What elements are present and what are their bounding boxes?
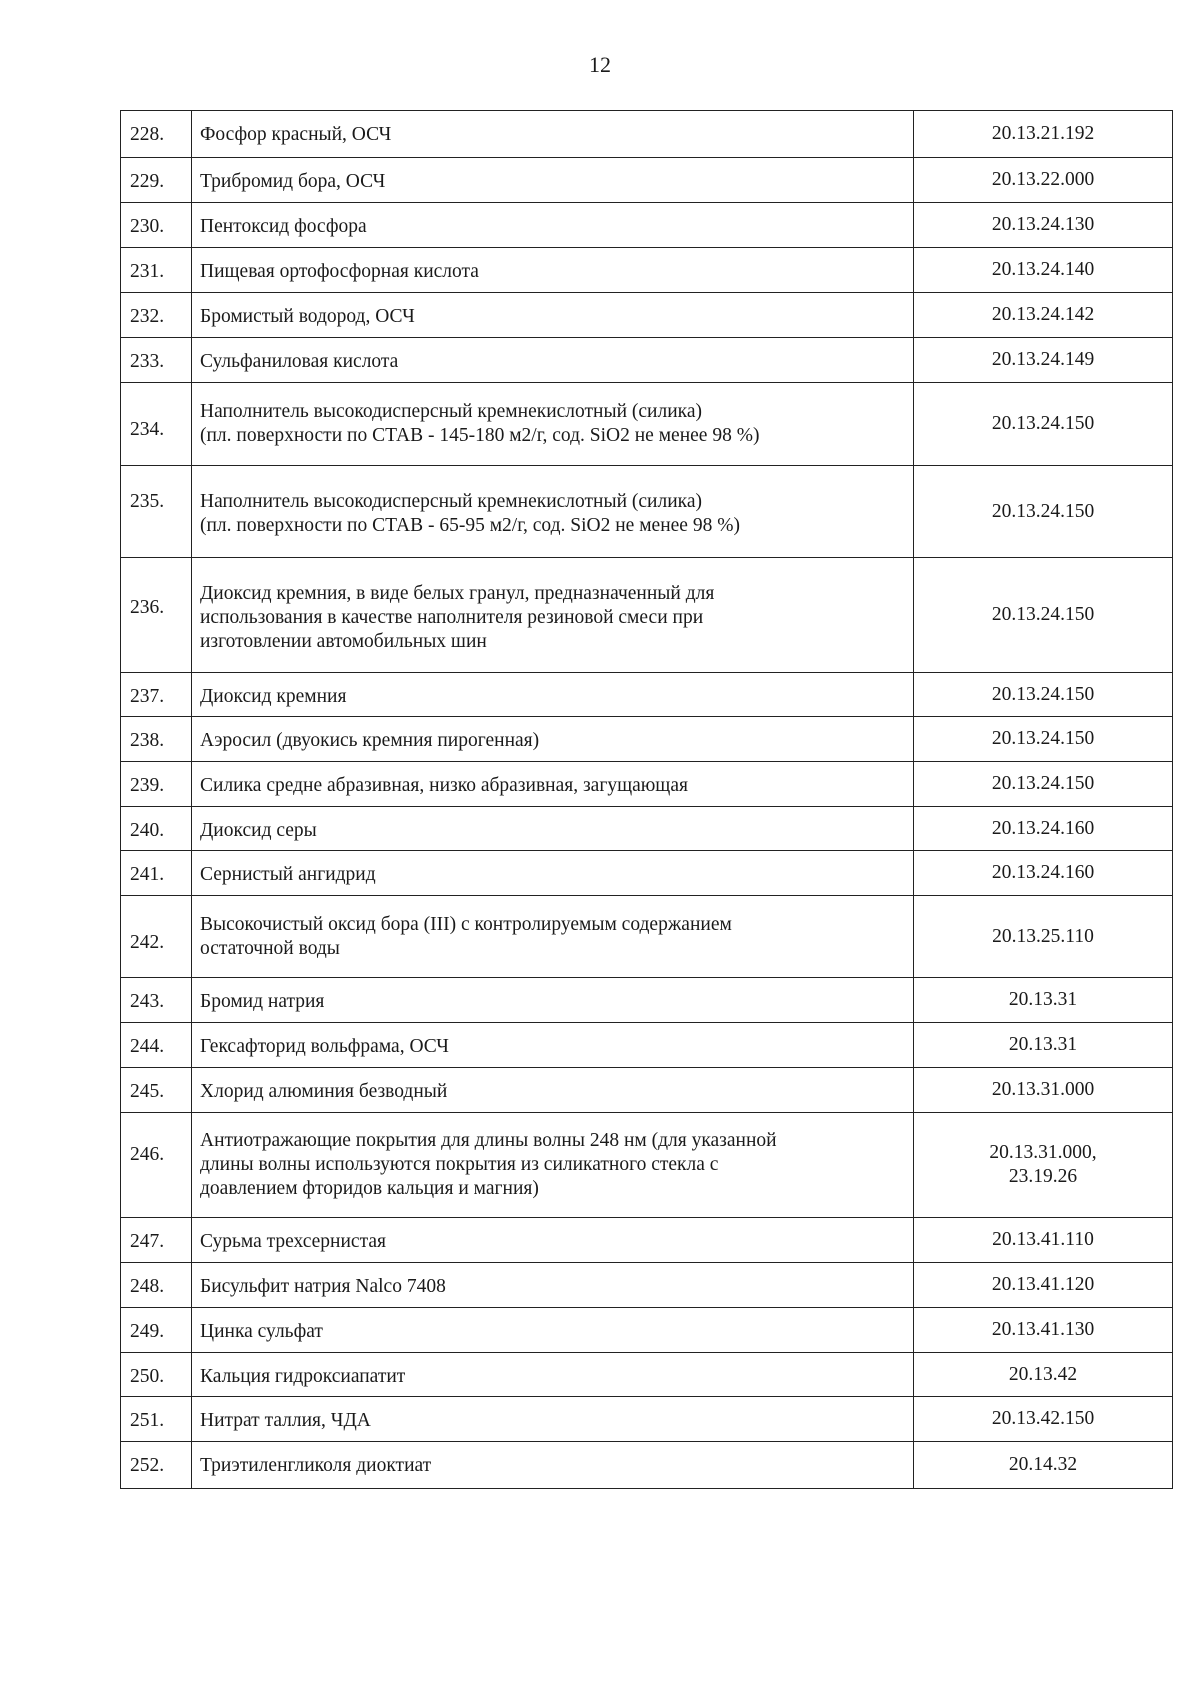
row-name-cell [192,1308,914,1353]
row-code-cell [914,807,1173,851]
row-number-cell: 231. [121,248,192,293]
table-row [121,851,1173,896]
table-row [121,558,1173,673]
row-code-cell [914,338,1173,383]
row-code-cell [914,383,1173,466]
table-row [121,466,1173,558]
row-name-line: Сульфаниловая кислота [200,351,399,372]
row-number-cell: 239. [121,762,192,807]
row-name-line: Кальция гидроксиапатит [200,1366,406,1387]
row-number-cell: 245. [121,1068,192,1113]
row-code-cell [914,1308,1173,1353]
row-number-cell: 250. [121,1353,192,1397]
row-name-line: Сурьма трехсернистая [200,1231,386,1252]
row-code-line: 20.13.42.150 [991,1408,1095,1429]
row-name-line: (пл. поверхности по СТАВ - 65-95 м2/г, сод. SiO2 не менее 98 %) [200,515,740,536]
row-code-cell [914,203,1173,248]
page-number: 12 [589,52,611,77]
row-code-line: 20.13.24.150 [991,728,1095,749]
row-name-line: Бромид натрия [200,991,325,1012]
row-number-cell: 247. [121,1218,192,1263]
row-name-line: Диоксид кремния, в виде белых гранул, предназначенный для [200,583,715,604]
row-number-cell: 228. [121,111,192,158]
row-code-cell [914,293,1173,338]
row-name-line: Наполнитель высокодисперсный кремнекислотный (силика) [200,401,702,422]
row-name-cell [192,1218,914,1263]
table-row [121,1023,1173,1068]
row-code-line: 20.13.22.000 [991,169,1095,190]
row-number-cell: 241. [121,851,192,896]
row-number-cell: 246. [121,1113,192,1218]
table-row [121,383,1173,466]
row-name-line: Фосфор красный, ОСЧ [200,124,392,145]
row-name-line: Наполнитель высокодисперсный кремнекислотный (силика) [200,491,702,512]
row-code-line: 20.13.24.150 [991,604,1095,625]
row-name-cell [192,851,914,896]
row-name-cell [192,1023,914,1068]
row-code-line: 23.19.26 [1008,1166,1078,1187]
row-name-cell [192,978,914,1023]
table-row [121,293,1173,338]
row-code-cell [914,1068,1173,1113]
row-code-cell [914,558,1173,673]
row-name-cell [192,896,914,978]
row-name-line: изготовлении автомобильных шин [200,631,487,652]
row-name-line: Пищевая ортофосфорная кислота [200,261,479,282]
row-name-cell [192,1442,914,1489]
row-number-cell: 243. [121,978,192,1023]
row-name-line: Диоксид кремния [200,686,347,707]
row-name-line: Пентоксид фосфора [200,216,367,237]
row-code-line: 20.13.24.150 [991,773,1095,794]
row-code-line: 20.13.41.130 [991,1319,1095,1340]
table-row [121,896,1173,978]
row-code-cell [914,1442,1173,1489]
table-row [121,1442,1173,1489]
row-code-cell [914,111,1173,158]
row-code-line: 20.13.31 [1008,989,1078,1010]
row-number-cell: 252. [121,1442,192,1489]
row-number-cell: 238. [121,717,192,762]
row-name-line: Силика средне абразивная, низко абразивная, загущающая [200,775,688,796]
table-row [121,248,1173,293]
row-number-cell: 232. [121,293,192,338]
row-code-cell [914,158,1173,203]
row-code-line: 20.13.41.110 [992,1229,1094,1250]
row-name-cell [192,293,914,338]
row-code-cell [914,1023,1173,1068]
row-name-cell [192,248,914,293]
row-code-line: 20.13.24.160 [991,817,1095,839]
registry-table-body [121,111,1173,1489]
row-name-cell [192,203,914,248]
row-number-cell: 237. [121,673,192,717]
row-name-cell [192,1353,914,1397]
row-name-cell [192,762,914,807]
row-code-cell [914,1113,1173,1218]
table-row [121,203,1173,248]
table-row [121,1263,1173,1308]
row-name-line: Сернистый ангидрид [200,864,376,885]
row-name-cell [192,111,914,158]
table-row [121,978,1173,1023]
row-code-cell [914,1218,1173,1263]
row-code-cell [914,248,1173,293]
row-code-line: 20.13.24.150 [991,413,1095,434]
row-name-line: Гексафторид вольфрама, ОСЧ [200,1036,449,1057]
row-code-cell [914,1263,1173,1308]
row-number-cell: 235. [121,466,192,558]
row-name-cell [192,558,914,673]
row-code-cell [914,673,1173,717]
row-number-cell: 248. [121,1263,192,1308]
row-code-line: 20.13.42 [1008,1363,1078,1385]
row-code-cell [914,851,1173,896]
row-number-cell: 251. [121,1397,192,1442]
row-code-line: 20.13.31.000 [991,1079,1095,1100]
row-name-line: Цинка сульфат [200,1321,323,1342]
table-row [121,673,1173,717]
row-code-cell [914,978,1173,1023]
row-name-cell [192,673,914,717]
table-row [121,807,1173,851]
table-row [121,1218,1173,1263]
row-number-cell: 236. [121,558,192,673]
row-code-line: 20.13.24.130 [991,214,1095,235]
row-code-line: 20.13.24.140 [991,259,1095,280]
row-name-cell [192,383,914,466]
row-name-line: Бромистый водород, ОСЧ [200,306,415,327]
row-name-cell [192,466,914,558]
row-name-cell [192,1113,914,1218]
row-code-cell [914,762,1173,807]
table-row [121,1397,1173,1442]
row-code-line: 20.14.32 [1008,1454,1078,1475]
row-name-cell [192,158,914,203]
row-number-cell: 240. [121,807,192,851]
row-code-cell [914,466,1173,558]
row-name-line: использования в качестве наполнителя резиновой смеси при [200,607,704,628]
table-row [121,1308,1173,1353]
row-name-line: Нитрат таллия, ЧДА [200,1410,371,1431]
row-code-line: 20.13.41.120 [991,1274,1095,1295]
row-number-cell: 229. [121,158,192,203]
row-name-line: Антиотражающие покрытия для длины волны 248 нм (для указанной [200,1130,777,1151]
row-code-line: 20.13.24.150 [991,500,1095,522]
row-name-line: (пл. поверхности по СТАВ - 145-180 м2/г, сод. SiO2 не менее 98 %) [200,425,760,446]
row-name-cell [192,1397,914,1442]
row-code-cell [914,896,1173,978]
table-row [121,158,1173,203]
row-name-cell [192,1263,914,1308]
row-name-line: доавлением фторидов кальция и магния) [200,1178,539,1199]
row-name-line: Высокочистый оксид бора (III) с контролируемым содержанием [200,913,732,935]
registry-table [120,110,1173,1489]
row-number-cell: 230. [121,203,192,248]
row-name-cell [192,717,914,762]
row-name-line: Бисульфит натрия Nalco 7408 [200,1276,446,1297]
row-code-cell [914,1397,1173,1442]
row-name-line: Аэросил (двуокись кремния пирогенная) [200,730,540,751]
row-code-cell [914,1353,1173,1397]
row-number-cell: 242. [121,896,192,978]
table-row [121,1353,1173,1397]
row-code-line: 20.13.24.160 [991,862,1095,883]
row-name-cell [192,807,914,851]
row-code-cell [914,717,1173,762]
row-name-line: Хлорид алюминия безводный [200,1081,448,1102]
row-code-line: 20.13.31 [1008,1034,1078,1055]
row-number-cell: 234. [121,383,192,466]
row-code-line: 20.13.24.142 [991,304,1095,325]
row-name-line: длины волны используются покрытия из силикатного стекла с [200,1154,719,1175]
row-code-line: 20.13.21.192 [991,123,1095,144]
row-name-line: Диоксид серы [200,820,317,841]
row-code-line: 20.13.24.150 [991,683,1095,705]
row-number-cell: 233. [121,338,192,383]
row-name-cell [192,338,914,383]
table-row [121,762,1173,807]
row-code-line: 20.13.24.149 [991,349,1095,370]
table-row [121,1068,1173,1113]
table-row [121,111,1173,158]
table-row [121,1113,1173,1218]
row-name-line: Трибромид бора, ОСЧ [200,171,386,192]
table-row [121,338,1173,383]
table-row [121,717,1173,762]
row-number-cell: 244. [121,1023,192,1068]
row-code-line: 20.13.31.000, [989,1142,1097,1163]
row-code-line: 20.13.25.110 [992,925,1094,947]
row-name-line: остаточной воды [200,937,340,959]
row-name-cell [192,1068,914,1113]
row-number-cell: 249. [121,1308,192,1353]
row-name-line: Триэтиленгликоля диоктиат [200,1455,432,1476]
